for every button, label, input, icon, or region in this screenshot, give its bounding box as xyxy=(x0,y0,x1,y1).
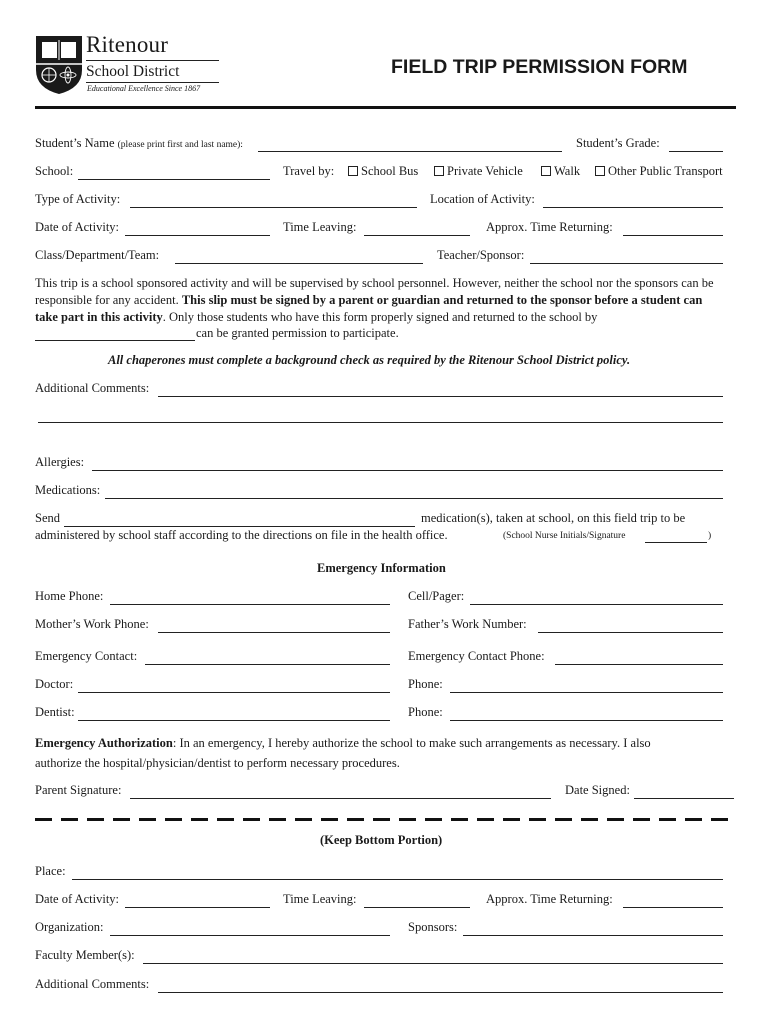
organization-label: Organization: xyxy=(35,920,104,934)
student-grade-label: Student’s Grade: xyxy=(576,136,660,150)
place-field[interactable] xyxy=(72,879,723,880)
logo-subtitle: School District xyxy=(86,63,180,80)
checkbox-icon[interactable] xyxy=(541,166,551,176)
mothers-work-phone-field[interactable] xyxy=(158,632,390,633)
cell-pager-field[interactable] xyxy=(470,604,723,605)
bottom-additional-comments-field[interactable] xyxy=(158,992,723,993)
teacher-sponsor-field[interactable] xyxy=(530,263,723,264)
send-label: Send xyxy=(35,511,60,525)
logo-name: Ritenour xyxy=(86,32,169,57)
teacher-sponsor-label: Teacher/Sponsor: xyxy=(437,248,525,262)
allergies-label: Allergies: xyxy=(35,455,85,469)
bottom-date-of-activity-field[interactable] xyxy=(125,907,270,908)
bottom-date-of-activity-label: Date of Activity: xyxy=(35,892,120,906)
chaperone-note: All chaperones must complete a background check as required by the Ritenour School District policy. xyxy=(108,353,631,367)
place-label: Place: xyxy=(35,864,66,878)
student-grade-field[interactable] xyxy=(669,151,723,152)
class-dept-team-label: Class/Department/Team: xyxy=(35,248,160,262)
medications-label: Medications: xyxy=(35,483,101,497)
travel-private-vehicle[interactable]: Private Vehicle xyxy=(434,164,523,179)
cut-line xyxy=(35,818,735,821)
emergency-contact-field[interactable] xyxy=(145,664,390,665)
date-of-activity-label: Date of Activity: xyxy=(35,220,120,234)
emergency-authorization-text-2: authorize the hospital/physician/dentist to perform necessary procedures. xyxy=(35,756,400,770)
bottom-time-leaving-field[interactable] xyxy=(364,907,470,908)
fathers-work-number-field[interactable] xyxy=(538,632,723,633)
emergency-heading: Emergency Information xyxy=(317,561,446,575)
return-by-date-field[interactable] xyxy=(35,340,195,341)
parent-signature-label: Parent Signature: xyxy=(35,783,122,797)
additional-comments-field-2[interactable] xyxy=(38,422,723,423)
doctor-field[interactable] xyxy=(78,692,390,693)
time-returning-field[interactable] xyxy=(623,235,723,236)
emergency-contact-phone-label: Emergency Contact Phone: xyxy=(408,649,545,663)
class-dept-team-field[interactable] xyxy=(175,263,423,264)
faculty-members-label: Faculty Member(s): xyxy=(35,948,135,962)
nurse-initials-close: ) xyxy=(708,531,712,541)
bottom-additional-comments-label: Additional Comments: xyxy=(35,977,150,991)
type-of-activity-field[interactable] xyxy=(130,207,417,208)
time-returning-label: Approx. Time Returning: xyxy=(486,220,613,234)
header-divider xyxy=(35,106,736,109)
additional-comments-label: Additional Comments: xyxy=(35,381,150,395)
fathers-work-number-label: Father’s Work Number: xyxy=(408,617,527,631)
emergency-contact-label: Emergency Contact: xyxy=(35,649,138,663)
checkbox-icon[interactable] xyxy=(348,166,358,176)
send-medication-text: medication(s), taken at school, on this field trip to be xyxy=(421,511,686,525)
form-title: FIELD TRIP PERMISSION FORM xyxy=(391,56,688,78)
dentist-phone-field[interactable] xyxy=(450,720,723,721)
school-field[interactable] xyxy=(78,179,270,180)
home-phone-label: Home Phone: xyxy=(35,589,104,603)
logo-tagline: Educational Excellence Since 1867 xyxy=(87,84,201,93)
permission-paragraph-end: can be granted permission to participate. xyxy=(196,326,399,340)
doctor-phone-label: Phone: xyxy=(408,677,443,691)
location-of-activity-field[interactable] xyxy=(543,207,723,208)
time-leaving-field[interactable] xyxy=(364,235,470,236)
emergency-contact-phone-field[interactable] xyxy=(555,664,723,665)
school-label: School: xyxy=(35,164,74,178)
faculty-members-field[interactable] xyxy=(143,963,723,964)
sponsors-label: Sponsors: xyxy=(408,920,458,934)
doctor-phone-field[interactable] xyxy=(450,692,723,693)
doctor-label: Doctor: xyxy=(35,677,74,691)
travel-school-bus[interactable]: School Bus xyxy=(348,164,418,179)
travel-by-label: Travel by: xyxy=(283,164,335,178)
checkbox-icon[interactable] xyxy=(434,166,444,176)
travel-other-public[interactable]: Other Public Transport xyxy=(595,164,723,179)
student-name-field[interactable] xyxy=(258,151,562,152)
medications-field[interactable] xyxy=(105,498,723,499)
dentist-phone-label: Phone: xyxy=(408,705,443,719)
emergency-authorization-text: Emergency Authorization: In an emergency, I hereby authorize the school to make such arrangements as necessary. I also xyxy=(35,736,651,750)
date-of-activity-field[interactable] xyxy=(125,235,270,236)
bottom-time-returning-field[interactable] xyxy=(623,907,723,908)
permission-paragraph: This trip is a school sponsored activity and will be supervised by school personnel. However, neither the school nor the sponsors can be responsible for any accident. This slip must be signed by a parent or guardian and returned to the sponsor before a student can take part in this activity. Only those students who have this form properly signed and returned to the school by xyxy=(35,276,714,324)
bottom-time-returning-label: Approx. Time Returning: xyxy=(486,892,613,906)
nurse-initials-field[interactable] xyxy=(645,542,707,543)
bottom-time-leaving-label: Time Leaving: xyxy=(283,892,357,906)
organization-field[interactable] xyxy=(110,935,390,936)
location-of-activity-label: Location of Activity: xyxy=(430,192,535,206)
mothers-work-phone-label: Mother’s Work Phone: xyxy=(35,617,149,631)
dentist-field[interactable] xyxy=(78,720,390,721)
time-leaving-label: Time Leaving: xyxy=(283,220,357,234)
allergies-field[interactable] xyxy=(92,470,723,471)
date-signed-field[interactable] xyxy=(634,798,734,799)
cell-pager-label: Cell/Pager: xyxy=(408,589,465,603)
administered-text: administered by school staff according to the directions on file in the health office. xyxy=(35,528,448,542)
nurse-initials-label: (School Nurse Initials/Signature xyxy=(503,531,626,541)
date-signed-label: Date Signed: xyxy=(565,783,630,797)
dentist-label: Dentist: xyxy=(35,705,75,719)
type-of-activity-label: Type of Activity: xyxy=(35,192,121,206)
checkbox-icon[interactable] xyxy=(595,166,605,176)
student-name-label: Student’s Name (please print first and last name): xyxy=(35,136,243,150)
parent-signature-field[interactable] xyxy=(130,798,551,799)
send-medication-field[interactable] xyxy=(64,526,415,527)
crest-icon xyxy=(34,34,84,96)
travel-walk[interactable]: Walk xyxy=(541,164,580,179)
sponsors-field[interactable] xyxy=(463,935,723,936)
keep-bottom-heading: (Keep Bottom Portion) xyxy=(320,833,443,847)
additional-comments-field[interactable] xyxy=(158,396,723,397)
home-phone-field[interactable] xyxy=(110,604,390,605)
